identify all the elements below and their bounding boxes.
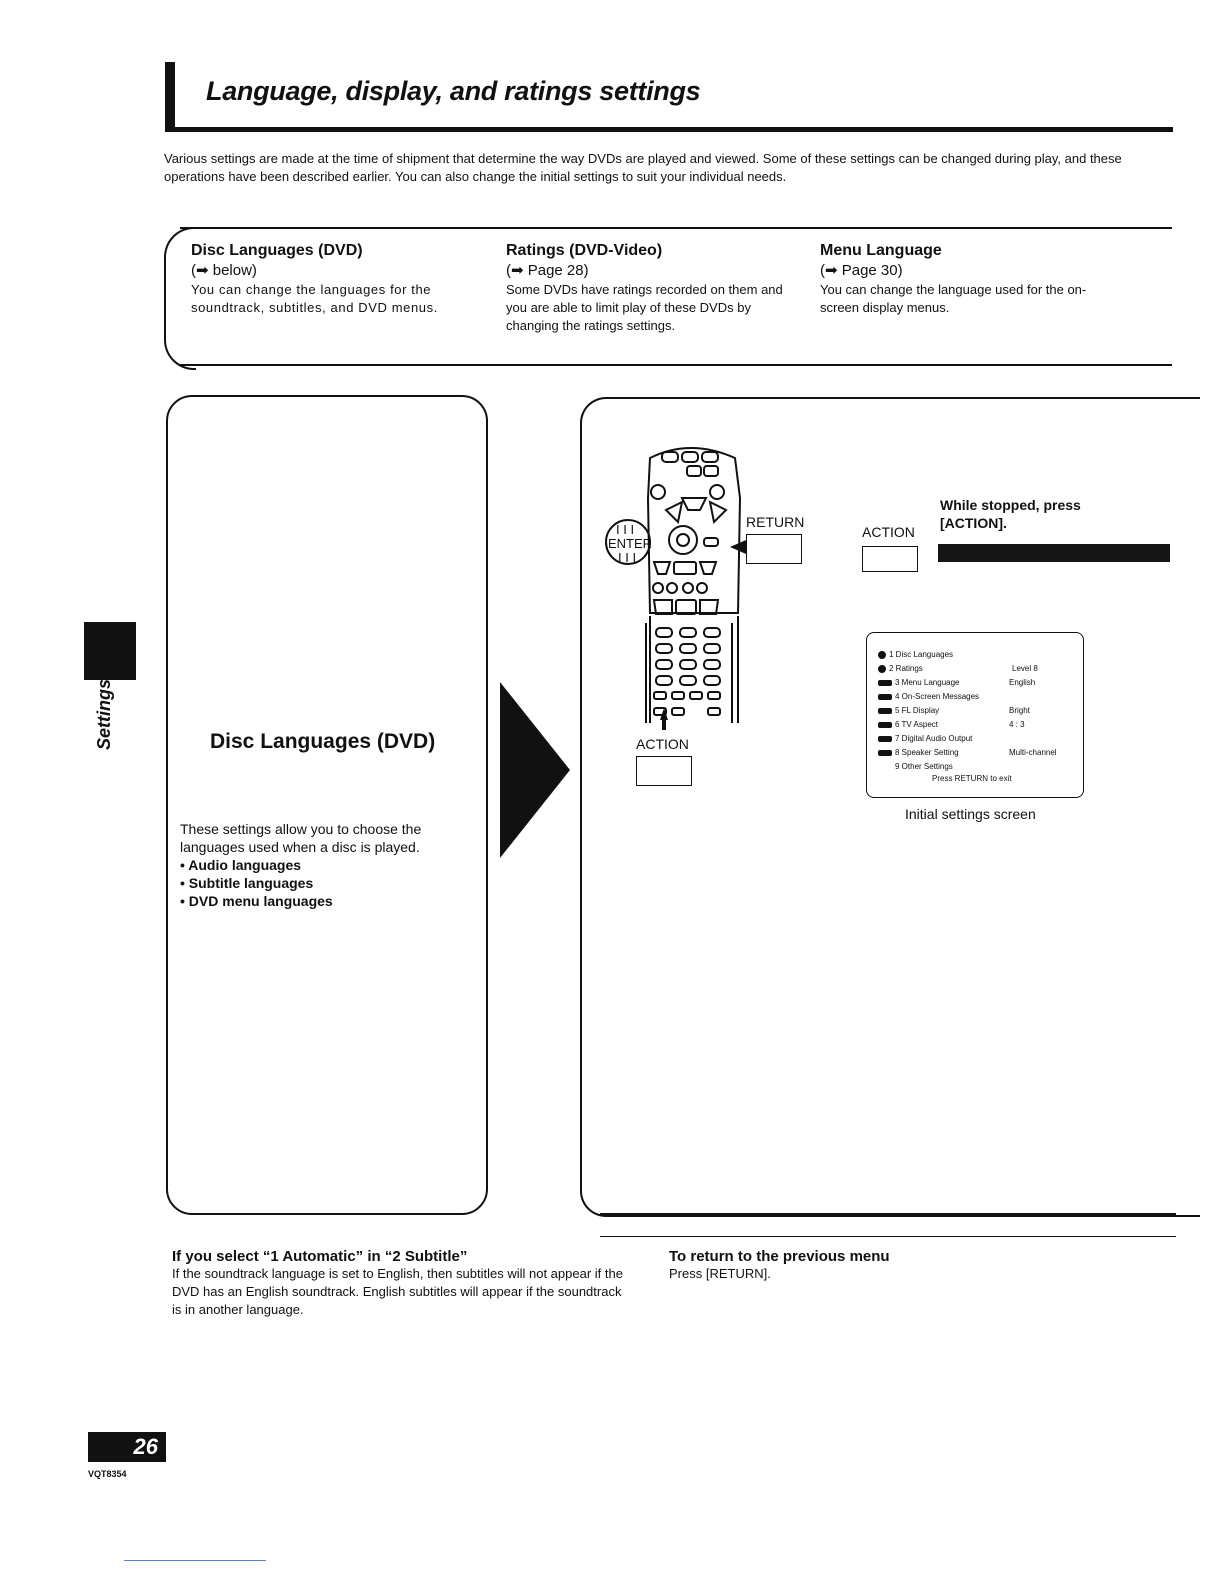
overview-disc-languages <box>191 240 491 317</box>
bullet-audio-languages: • Audio languages <box>180 857 302 873</box>
overview-heading: Disc Languages (DVD) <box>191 242 363 259</box>
return-note <box>669 1248 1069 1283</box>
svg-text:I I I: I I I <box>618 550 637 565</box>
screen-footer: Press RETURN to exit <box>932 774 1012 783</box>
tv-aspect-value: 4 : 3 <box>1009 720 1025 729</box>
remote-action-label: ACTION <box>636 736 689 752</box>
panel-body <box>180 820 485 910</box>
action-label: ACTION <box>862 524 915 540</box>
overview-text: You can change the language used for the on-screen display menus. <box>820 282 1087 315</box>
overview-ratings <box>506 240 801 335</box>
note-text: Press [RETURN]. <box>669 1266 771 1281</box>
overview-menu-language <box>820 240 1120 317</box>
overview-heading: Ratings (DVD-Video) <box>506 242 663 259</box>
section-tab <box>76 678 144 750</box>
ratings-value: Level 8 <box>1012 664 1038 673</box>
speaker-icon <box>878 722 892 728</box>
disc-icon <box>878 665 886 673</box>
menu-item-menu-language[interactable]: 3 Menu Language <box>878 678 960 688</box>
menu-item-other-settings[interactable]: 9 Other Settings <box>895 762 953 771</box>
display-icon <box>878 708 892 714</box>
return-label: RETURN <box>746 514 805 530</box>
speaker-icon <box>878 736 892 742</box>
footer-line <box>124 1560 266 1561</box>
note-heading: If you select “1 Automatic” in “2 Subtitle” <box>172 1248 468 1265</box>
disc-icon <box>878 651 886 659</box>
instruction-line-2: [ACTION]. <box>940 515 1007 531</box>
document-code: VQT8354 <box>88 1469 127 1479</box>
remote-action-button[interactable] <box>636 756 692 786</box>
action-button[interactable] <box>862 546 918 572</box>
menu-item-speaker-setting[interactable]: 8 Speaker Setting <box>878 748 959 758</box>
overview-ref: (➡ below) <box>191 262 257 279</box>
arrow-right-icon <box>500 682 570 858</box>
section-tab-block <box>84 622 136 680</box>
title-rule <box>165 127 1173 132</box>
menu-item-on-screen-messages[interactable]: 4 On-Screen Messages <box>878 692 979 702</box>
section-tab-label: Settings <box>94 678 114 750</box>
instruction-line-1: While stopped, press <box>940 497 1081 513</box>
display-bar <box>938 544 1170 562</box>
overview-top-rule <box>180 227 1172 229</box>
return-button[interactable] <box>746 534 802 564</box>
number-keypad <box>654 628 720 715</box>
overview-heading: Menu Language <box>820 242 942 259</box>
intro-paragraph: Various settings are made at the time of shipment that determine the way DVDs are played and viewed. Some of these settings can be changed during play, and these operations have been described earlier. You can also change the initial settings to suit your individual needs. <box>164 151 1122 184</box>
page-title: Language, display, and ratings settings <box>206 76 701 106</box>
page-number: 26 <box>133 1434 158 1459</box>
enter-label: ENTER <box>608 536 653 551</box>
speaker-icon <box>878 750 892 756</box>
overview-ref: (➡ Page 28) <box>506 262 589 279</box>
subtitle-note <box>172 1248 632 1319</box>
panel-title: Disc Languages (DVD) <box>210 730 436 753</box>
note-heading: To return to the previous menu <box>669 1248 890 1265</box>
menu-item-ratings[interactable]: 2 Ratings <box>878 664 923 674</box>
bottom-rule <box>600 1236 1176 1237</box>
fl-display-value: Bright <box>1009 706 1030 715</box>
instruction-text <box>940 496 1081 532</box>
screen-caption: Initial settings screen <box>905 806 1036 822</box>
menu-language-value: English <box>1009 678 1036 687</box>
disc-languages-panel <box>166 395 488 1215</box>
remote-control-illustration <box>600 438 830 798</box>
menu-item-tv-aspect[interactable]: 6 TV Aspect <box>878 720 938 730</box>
panel-description: These settings allow you to choose the languages used when a disc is played. <box>180 821 422 855</box>
overview-text: You can change the languages for the soundtrack, subtitles, and DVD menus. <box>191 282 438 315</box>
overview-text: Some DVDs have ratings recorded on them and you are able to limit play of these DVDs by changing the ratings settings. <box>506 282 783 333</box>
overview-bottom-rule <box>180 364 1172 366</box>
procedure-panel-bottom-rule <box>600 1213 1176 1215</box>
bullet-dvd-menu-languages: • DVD menu languages <box>180 893 333 909</box>
menu-item-digital-audio-output[interactable]: 7 Digital Audio Output <box>878 734 972 744</box>
bullet-subtitle-languages: • Subtitle languages <box>180 875 314 891</box>
display-icon <box>878 680 892 686</box>
menu-item-disc-languages[interactable]: 1 Disc Languages <box>878 650 953 660</box>
title-bar <box>165 62 175 132</box>
speaker-setting-value: Multi-channel <box>1009 748 1057 757</box>
svg-text:I I I: I I I <box>616 522 635 537</box>
note-text: If the soundtrack language is set to English, then subtitles will not appear if the DVD has an English soundtrack. English subtitles will appear if the soundtrack is in another language. <box>172 1266 623 1317</box>
overview-ref: (➡ Page 30) <box>820 262 903 279</box>
menu-item-fl-display[interactable]: 5 FL Display <box>878 706 939 716</box>
display-icon <box>878 694 892 700</box>
